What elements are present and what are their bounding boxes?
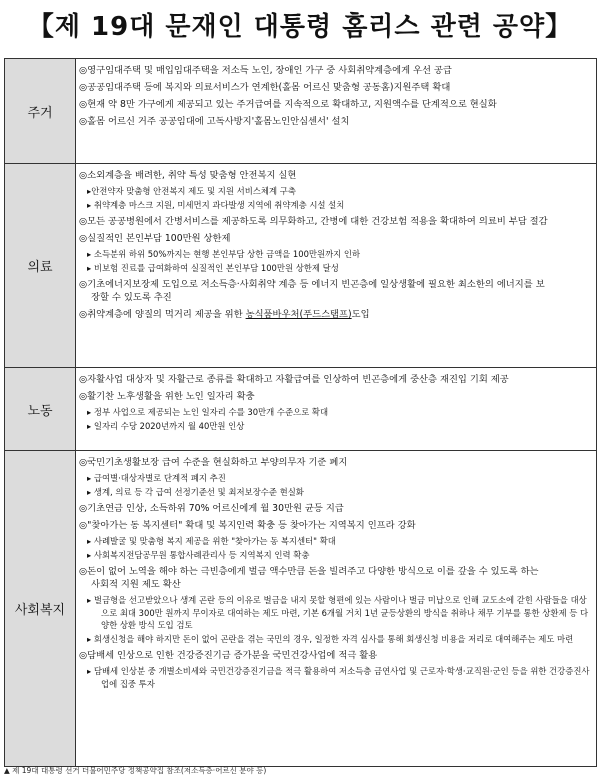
pledge-subitem: ▸ 정부 사업으로 제공되는 노인 일자리 수를 30만개 수준으로 확대: [87, 407, 329, 417]
category-label: 주거: [5, 59, 76, 163]
pledge-continuation: 사회적 지원 제도 확산: [91, 579, 181, 590]
pledge-continuation: 장할 수 있도록 추진: [91, 292, 172, 303]
pledge-item: [79, 278, 592, 304]
section-labor: [5, 368, 596, 451]
section-content: [76, 451, 596, 766]
pledge-item: ◎활기찬 노후생활을 위한 노인 일자리 확충: [79, 391, 255, 402]
pledge-item: ◎소외계층을 배려한, 취약 특성 맞춤형 안전복지 실현: [79, 170, 297, 181]
pledge-subitem: ▸ 생계, 의료 등 각 급여 선정기준선 및 최저보장수준 현실화: [87, 486, 304, 497]
category-label: 사회복지: [5, 451, 76, 766]
section-housing: [5, 59, 596, 164]
section-medical: [5, 164, 596, 368]
pledge-text: ◎돈이 없어 노역을 해야 하는 극빈층에게 벌금 액수만큼 돈을 빌려주고 다양한 방식으로 이를 갚을 수 있도록 하는: [79, 566, 539, 577]
pledge-text: ◎취약계층에 양질의 먹거리 제공을 위한: [79, 309, 246, 320]
pledge-item: ◎현재 약 8만 가구에게 제공되고 있는 주거급여를 지속적으로 확대하고, 지원액수를 단계적으로 현실화: [79, 99, 497, 110]
pledge-subitem: ▸안전약자 맞춤형 안전복지 제도 및 지원 서비스체계 구축: [87, 186, 296, 196]
pledge-subitem: ▸ 비보험 진료를 급여화하여 실질적인 본인부담 100만원 상한제 달성: [87, 262, 339, 273]
pledge-item: [79, 565, 592, 591]
pledge-text-tail: 도입: [351, 309, 370, 320]
pledge-item: [79, 308, 592, 321]
pledge-subitem: ▸ 급여별·대상자별로 단계적 폐지 추진: [87, 473, 226, 483]
pledge-item: ◎홀몸 어르신 거주 공공임대에 고독사방지'홀몸노인안심센서' 설치: [79, 116, 350, 127]
pledge-item: ◎모든 공공병원에서 간병서비스를 제공하도록 의무화하고, 간병에 대한 건강보험 적용을 확대하여 의료비 부담 절감: [79, 216, 548, 227]
section-content: [76, 59, 596, 163]
pledge-underlined-term: 농식품바우처(푸드스탬프): [245, 309, 352, 320]
pledge-table: [4, 58, 597, 767]
pledge-subitem: ▸ 일자리 수당 2020년까지 월 40만원 인상: [87, 420, 245, 431]
category-label: 노동: [5, 368, 76, 450]
footnote: ▲ 제 19대 대통령 선거 더불어민주당 정책공약집 참조(저소득층·어르신 분야 등): [4, 766, 267, 775]
pledge-subitem: ▸ 사회복지전담공무원 통합사례관리사 등 지역복지 인력 확충: [87, 549, 310, 560]
pledge-item: ◎실질적인 본인부담 100만원 상한제: [79, 233, 231, 244]
pledge-subitem: ▸ 취약계층 마스크 지원, 미세먼지 과다발생 지역에 취약계층 시설 설치: [87, 199, 345, 210]
pledge-text: ◎기초에너지보장제 도입으로 저소득층·사회취약 계층 등 에너지 빈곤층에 일상생활에 필요한 최소한의 에너지를 보: [79, 279, 545, 290]
pledge-subitem: ▸ 담배세 인상분 중 개별소비세와 국민건강증진기금을 적극 활용하여 저소득층 금연사업 및 근로자·학생·교직원·군인 등을 위한 건강증진사업에 집중 투자: [87, 666, 590, 689]
page-title: 【제 19대 문재인 대통령 홈리스 관련 공약】: [27, 12, 573, 42]
pledge-subitem: ▸ 벌금형을 선고받았으나 생계 곤란 등의 이유로 벌금을 내지 못할 형편에 있는 사람이나 벌금 미납으로 인해 교도소에 갇힌 사람들을 대상으로 최대 300만 원까지 무이자로 대여하는 제도 마련, 기본 6개월 거치 1년 균등상환의 방식을 취하나 채무 기부를 통한 상환제 등 다양한 상환 방식 도입 검토: [87, 595, 589, 630]
pledge-item: ◎"찾아가는 동 복지센터" 확대 및 복지인력 확충 등 찾아가는 지역복지 인프라 강화: [79, 520, 416, 531]
category-label: 의료: [5, 164, 76, 367]
section-content: [76, 368, 596, 450]
pledge-item: ◎담배세 인상으로 인한 건강증진기금 증가분을 국민건강사업에 적극 활용: [79, 650, 378, 661]
pledge-subitem: ▸ 회생신청을 해야 하지만 돈이 없어 곤란을 겪는 국민의 경우, 일정한 자격 심사를 통해 회생신청 비용을 저리로 대여해주는 제도 마련: [87, 633, 574, 644]
pledge-item: ◎자활사업 대상자 및 자활근로 종류를 확대하고 자활급여를 인상하여 빈곤층에게 중산층 재진입 기회 제공: [79, 374, 509, 385]
pledge-subitem: ▸ 사례발굴 및 맞춤형 복지 제공을 위한 "찾아가는 동 복지센터" 확대: [87, 536, 336, 546]
pledge-subitem: ▸ 소득분위 하위 50%까지는 현행 본인부담 상한 금액을 100만원까지 인하: [87, 249, 361, 259]
pledge-item: ◎공공임대주택 등에 복지와 의료서비스가 연계한(홀몸 어르신 맞춤형 공동홈)지원주택 확대: [79, 82, 451, 93]
pledge-item: ◎국민기초생활보장 급여 수준을 현실화하고 부양의무자 기준 폐지: [79, 457, 348, 468]
section-social-welfare: [5, 451, 596, 766]
pledge-item: ◎기초연금 인상, 소득하위 70% 어르신에게 월 30만원 균등 지급: [79, 503, 344, 514]
section-content: [76, 164, 596, 367]
pledge-item: ◎영구임대주택 및 매입임대주택을 저소득 노인, 장애인 가구 중 사회취약계층에게 우선 공급: [79, 65, 452, 76]
